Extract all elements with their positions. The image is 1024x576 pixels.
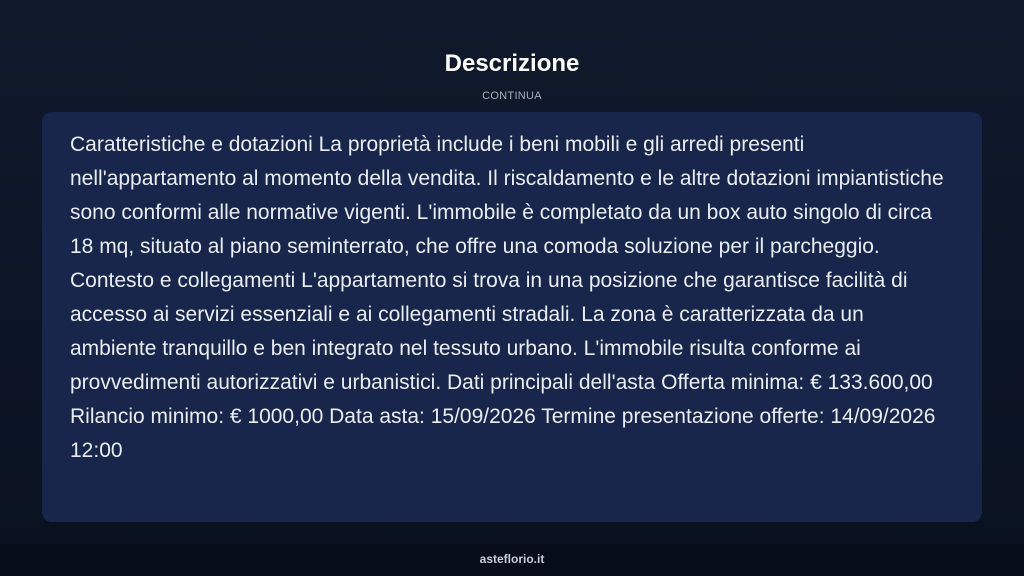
description-card [42, 112, 982, 522]
footer-site-link[interactable]: asteflorio.it [479, 552, 545, 566]
continue-link[interactable]: CONTINUA [482, 90, 542, 102]
footer [0, 544, 1024, 576]
description-text: Caratteristiche e dotazioni La proprietà include i beni mobili e gli arredi presenti nell'appartamento al momento della vendita. Il riscaldamento e le altre dotazioni impiantistiche sono conformi alle normative vigenti. L'immobile è completato da un box auto singolo di circa 18 mq, situato al piano seminterrato, che offre una comoda soluzione per il parcheggio. Contesto e collegamenti L'appartamento si trova in una posizione che garantisce facilità di accesso ai servizi essenziali e ai collegamenti stradali. La zona è caratterizzata da un ambiente tranquillo e ben integrato nel tessuto urbano. L'immobile risulta conforme ai provvedimenti autorizzativi e urbanistici. Dati principali dell'asta Offerta minima: € 133.600,00 Rilancio minimo: € 1000,00 Data asta: 15/09/2026 Termine presentazione offerte: 14/09/2026 12:00 [70, 133, 944, 462]
page-title: Descrizione [444, 50, 580, 77]
